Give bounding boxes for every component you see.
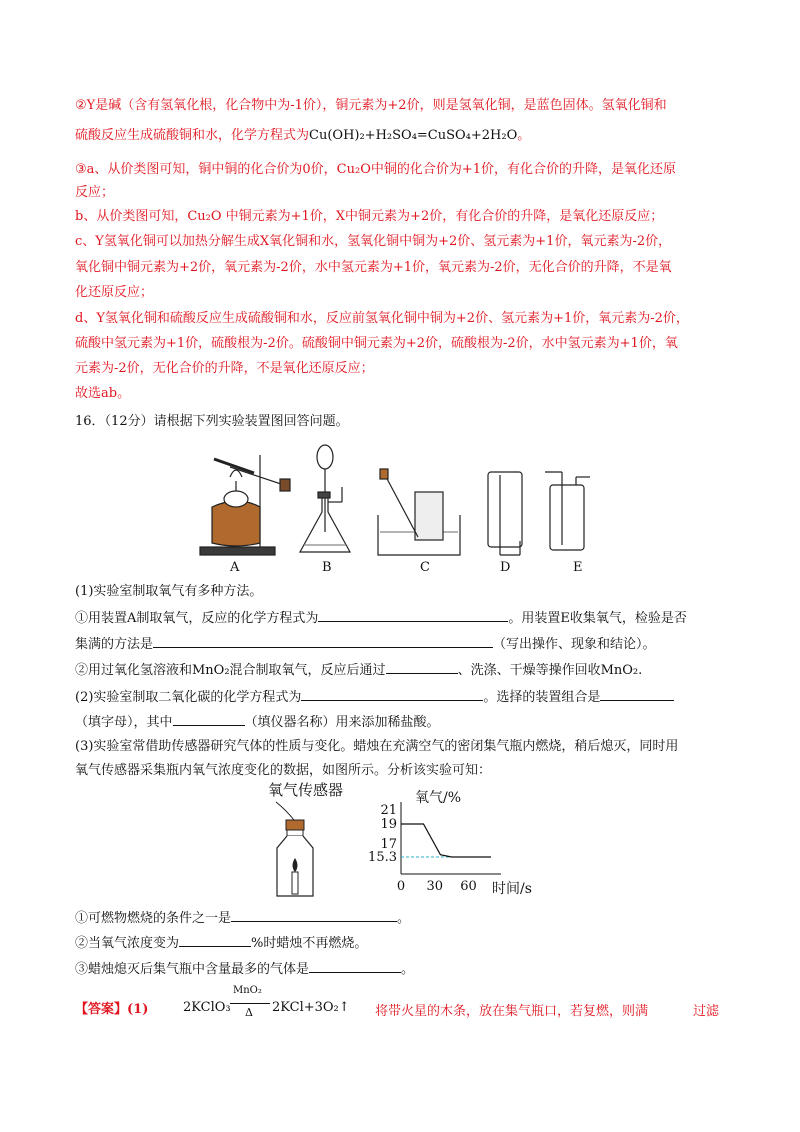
answer-eq-catalyst: MnO₂ — [233, 985, 262, 996]
part-1-q1-text-2: 。用装置E收集氧气，检验是否 — [508, 611, 687, 626]
part-2-cont — [75, 711, 440, 733]
answer-text-2: 过滤 — [693, 1004, 720, 1019]
answer-blank-instrument[interactable] — [173, 711, 245, 726]
equation-cuoh2-h2so4: Cu(OH)₂+H₂SO₄=CuSO₄+2H₂O — [309, 128, 518, 143]
explanation-line-2-text: 硫酸反应生成硫酸铜和水，化学方程式为 — [75, 128, 310, 143]
part-3-q1-text: ①可燃物燃烧的条件之一是 — [75, 911, 232, 926]
chart-series-line — [401, 824, 491, 857]
label-e: E — [573, 560, 583, 575]
chart-y-axis-label: 氧气/% — [415, 790, 462, 806]
part-3-q3-end: 。 — [401, 962, 415, 977]
part-2-text: (2)实验室制取二氧化碳的化学方程式为 — [75, 690, 302, 705]
chart-y-tick-label: 21 — [380, 803, 397, 818]
part-3-q2-end: %时蜡烛不再燃烧。 — [251, 936, 368, 951]
answer-blank-most-gas[interactable] — [309, 958, 401, 973]
answer-blank-check-method[interactable] — [153, 633, 493, 648]
explanation-line-2-end: 。 — [517, 128, 531, 143]
part-3-line-1: (3)实验室常借助传感器研究气体的性质与变化。蜡烛在充满空气的密闭集气瓶内燃烧，稍后熄灭，同时用 — [75, 739, 679, 754]
answer-eq-condition: Δ — [245, 1006, 253, 1019]
chart-y-tick-label: 15.3 — [368, 850, 397, 865]
explanation-line-2 — [75, 126, 530, 146]
sensor-bottle-figure — [256, 800, 336, 900]
explanation-line-7: 氧化铜中铜元素为+2价，氧元素为-2价，水中氢元素为+1价，氧元素为-2价，无化合价的升降，不是氧 — [75, 260, 672, 275]
part-2-text-2: 。选择的装置组合是 — [483, 690, 601, 705]
explanation-line-10: 硫酸中氢元素为+1价，硫酸根为-2价。硫酸铜中铜元素为+2价，硫酸根为-2价，水中氢元素为+1价，氧 — [75, 336, 678, 351]
part-1-q1-cont-text-2: （写出操作、现象和结论）。 — [493, 637, 656, 652]
label-c: C — [420, 560, 430, 575]
part-3-q2 — [75, 932, 367, 954]
explanation-line-9: d、Y氢氧化铜和硫酸反应生成硫酸铜和水，反应前氢氧化铜中铜为+2价、氢元素为+1价，氧元素为-2价， — [75, 311, 689, 326]
apparatus-b — [300, 445, 350, 552]
chart-y-tick-label: 19 — [380, 817, 397, 832]
explanation-line-6: c、Y氢氧化铜可以加热分解生成X氧化铜和水，氢氧化铜中铜为+2价、氢元素为+1价，氧元素为-2价， — [75, 234, 672, 249]
chart-x-tick-label: 0 — [396, 879, 406, 894]
part-3-line-2: 氧气传感器采集瓶内氧气浓度变化的数据，如图所示。分析该实验可知： — [75, 763, 492, 778]
answer-blank-co2-equation[interactable] — [301, 686, 483, 701]
part-3-q3 — [75, 958, 414, 980]
part-1-intro: (1)实验室制取氧气有多种方法。 — [75, 584, 263, 599]
part-1-q1-text: ①用装置A制取氧气，反应的化学方程式为 — [75, 611, 319, 626]
part-3-q1 — [75, 907, 410, 929]
part-1-q1-cont-text: 集满的方法是 — [75, 637, 154, 652]
chart-x-tick-label: 60 — [460, 879, 477, 894]
apparatus-a — [200, 455, 290, 555]
chart-x-tick-label: 30 — [426, 879, 444, 894]
chart-y-tick-label: 17 — [380, 837, 397, 852]
oxygen-chart — [355, 792, 505, 896]
answer-blank-oxygen-percent[interactable] — [179, 932, 251, 947]
question-16-title: 16．（12分）请根据下列实验装置图回答问题。 — [75, 414, 349, 429]
label-a: A — [230, 560, 240, 575]
part-1-q1-cont — [75, 633, 656, 655]
sensor-label: 氧气传感器 — [268, 781, 344, 799]
part-3-q1-end: 。 — [397, 911, 411, 926]
part-1-q1 — [75, 607, 687, 629]
explanation-line-1: ②Y是碱（含有氢氧化根，化合物中为-1价），铜元素为+2价，则是氢氧化铜，是蓝色固体。氢氧化铜和 — [75, 98, 667, 113]
answer-text-1: 将带火星的木条，放在集气瓶口，若复燃，则满 — [375, 1004, 649, 1019]
apparatus-figure — [190, 437, 610, 577]
apparatus-d — [488, 472, 522, 555]
answer-eq-bar — [230, 1003, 270, 1004]
answer-line — [75, 1000, 148, 1020]
explanation-line-11: 元素为-2价，无化合价的升降，不是氧化还原反应； — [75, 361, 374, 376]
part-1-q2-text: ②用过氧化氢溶液和MnO₂混合制取氧气，反应后通过 — [75, 663, 386, 678]
part-2 — [75, 686, 674, 708]
answer-blank-equation-a[interactable] — [318, 607, 508, 622]
label-d: D — [500, 560, 511, 575]
part-1-q2 — [75, 659, 642, 681]
apparatus-c — [378, 469, 460, 555]
part-2-cont-text-2: （填仪器名称）用来添加稀盐酸。 — [244, 715, 440, 730]
answer-blank-combustion-condition[interactable] — [231, 907, 397, 922]
label-b: B — [322, 560, 332, 575]
chart-x-axis-label: 时间/s — [492, 881, 532, 897]
answer-eq-left: 2KClO₃ — [183, 1000, 231, 1015]
apparatus-e — [545, 472, 590, 550]
answer-blank-apparatus-combo[interactable] — [600, 686, 674, 701]
answer-eq-right: 2KCl+3O₂↑ — [272, 1000, 350, 1015]
explanation-line-4: 反应； — [75, 185, 115, 200]
part-3-q3-text: ③蜡烛熄灭后集气瓶中含量最多的气体是 — [75, 962, 310, 977]
answer-heading: 【答案】(1) — [75, 1002, 149, 1017]
part-2-cont-text: （填字母），其中 — [75, 715, 173, 730]
explanation-line-5: b、从价类图可知，Cu₂O 中铜元素为+1价，X中铜元素为+2价，有化合价的升降，是氧化还原反应； — [75, 209, 664, 224]
part-1-q2-text-2: 、洗涤、干燥等操作回收MnO₂. — [457, 663, 643, 678]
explanation-line-12: 故选ab。 — [75, 386, 131, 401]
explanation-line-3: ③a、从价类图可知，铜中铜的化合价为0价，Cu₂O中铜的化合价为+1价，有化合价的升降，是氧化还原 — [75, 162, 677, 177]
answer-blank-operation[interactable] — [386, 659, 458, 674]
part-3-q2-text: ②当氧气浓度变为 — [75, 936, 180, 951]
explanation-line-8: 化还原反应； — [75, 285, 154, 300]
